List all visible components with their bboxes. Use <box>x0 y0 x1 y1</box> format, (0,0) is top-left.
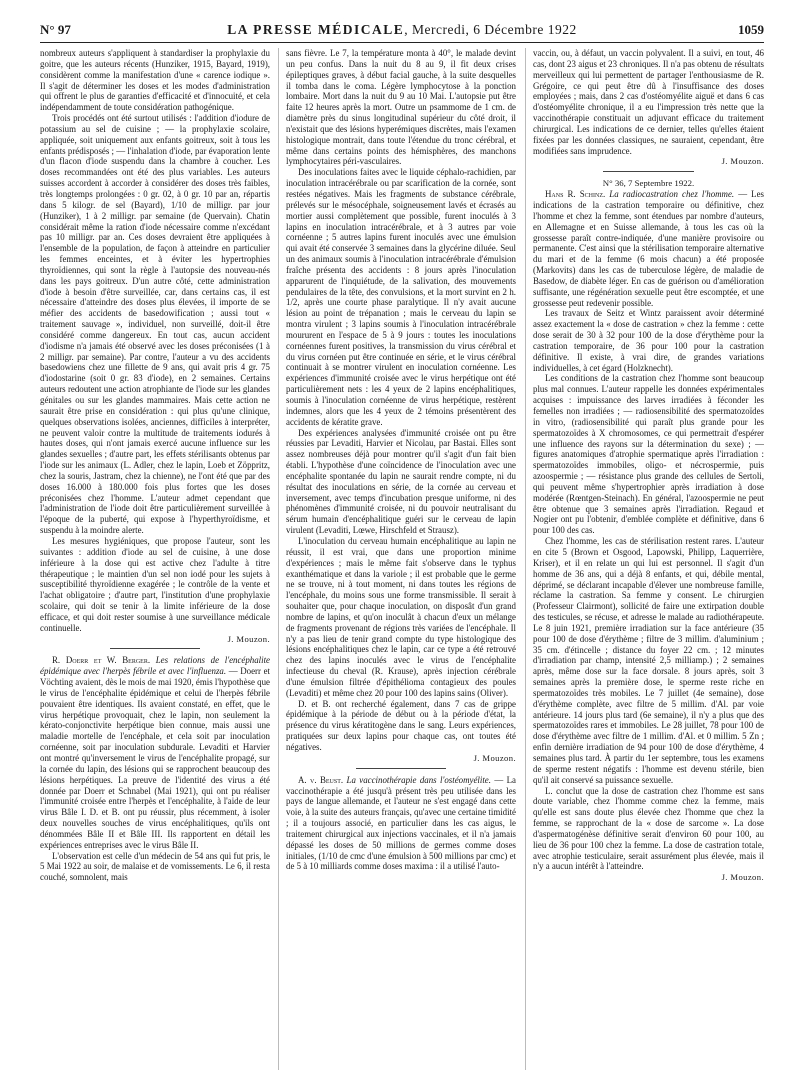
journal-name: LA PRESSE MÉDICALE <box>227 22 405 37</box>
column-1 <box>40 48 270 1070</box>
journal-title <box>40 22 764 38</box>
issue-date: , Mercredi, 6 Décembre 1922 <box>404 22 577 37</box>
paragraph: Chez l'homme, les cas de stérilisation restent rares. L'auteur en cite 5 (Brown et Osgood, Lapowski, Philipp, Laquerrière, Kriser), et il en relate un qui lui est personnel. Il s'agit d'un homme de 36 ans, qui a déjà 8 enfants, et qui, débile mental, déprimé, se déclarant incapable d'élever une nombreuse famille, réclame la castration. Sa femme y consent. Le chirurgien (Professeur Clairmont), sollicité de faire une extirpation double des testicules, se récuse, et adresse le malade au radiothérapeute. Le 8 juin 1921, première irradiation sur la face antérieure (35 pour 100 de dose d'érythème ; filtre de 3 millim. d'aluminium ; 35 cm. d'étincelle ; distance du foyer 22 cm. ; 12 minutes d'irradiation par champ, intensité 2,5 milliamp.) ; 2 semaines après, même dose sur la face dorsale. 8 jours après, soit 3 semaines après la première dose, le sperme reste riche en spermatozoïdes très mobiles. Le 7 juillet (4e semaine), dose d'érythème complète, avec filtre de 5 millim. d'Al. par voie antérieure. 14 jours plus tard (6e semaine), il n'y a plus que des spermatozoïdes rares et immobiles. Le 28 juillet, 78 pour 100 de dose d'érythème avec filtre de 1 millim. d'Al. et 0 millim. 5 Zn ; enfin dernière irradiation de 94 pour 100 de dose d'érythème, 4 semaines plus tard. À partir du 1er septembre, tous les examens de sperme restent négatifs : l'homme est devenu stérile, bien qu'il ait conservé sa puissance sexuelle. <box>533 536 764 785</box>
issue-number: N° 97 <box>40 22 71 37</box>
article-author: R. Doerr et W. Berger. <box>52 655 151 666</box>
paragraph: Trois procédés ont été surtout utilisés : l'addition d'iodure de potassium au sel de cuisine ; — la prophylaxie scolaire, appliquée, soit uniquement aux enfants goitreux, soit à tous les enfants prédisposés ; — l'inhalation d'iode, par évaporation lente d'un flacon d'iode suspendu dans la chambre à coucher. Les doses recommandées ont été des plus variables. Les auteurs suisses accordent à accorder à considérer des doses très faibles, très longtemps prolongées : 0 gr. 02, à 0 gr. 10 par an, répartis dans 5 kilogr. de sel (Bayard), 1/10 de milligr. par jour (Hunziker), 1 à 2 milligr. par semaine (de Quervain). Chatin considérait même la ration d'iode nécessaire comme n'excédant pas 10 milligr. par an. Ces doses devraient être appliquées à l'ensemble de la population, de façon à atteindre en particulier les femmes enceintes, et à éviter les hypertrophies thyroïdiennes, qui sont la règle à l'autopsie des nouveau-nés dans les pays goitreux. D'un autre côté, cette administration d'iode à besoin d'être surveillée, car, dans certains cas, il est nécessaire d'atteindre des doses plus élevées, il importe de se méfier des accidents de basedowification ; aussi tout « traitement sauvage », individuel, non surveillé, doit-il être considéré comme dangereux. En tout cas, aucun accident d'iodisme n'a jamais été observé avec les doses préconisées (1 à 2 milligr. par semaine). Par contre, l'auteur a vu des accidents basedowiens chez une fillette de 9 ans, qui avait pris 4 gr. 75 d'iodostarine (soit 0 gr. 83 d'iode), en 2 semaines. Certains auteurs redoutent une action atrophiante de l'iode sur les glandes génitales ou sur les glandes mammaires. Mais cette action ne saurait être prise en considération : qui plus qu'une clinique, quelques observations isolées, anciennes, difficiles à interpréter, ne peuvent valoir contre la multitude de traitements iodurés à hautes doses, qui n'ont jamais exercé aucune influence sur les glandes sexuelles ; d'autre part, les effets stérilisants obtenus par l'iode sur les animaux (L. Adler, chez le lapin, Loeb et Zöppritz, chez la souris, Jastram, chez la chienne), ne l'ont été que par des doses 16.000 à 180.000 fois plus fortes que les doses préconisées chez l'homme. L'auteur admet cependant que l'administration de l'iode doit être particulièrement surveillée à l'époque de la puberté, qui expose à l'hyperthyroïdisme, et suspendu à la moindre alerte. <box>40 113 270 536</box>
paragraph: Les travaux de Seitz et Wintz paraissent avoir déterminé assez exactement la « dose de castration » chez la femme : cette dose serait de 30 à 32 pour 100 de la dose d'érythème pour la castration temporaire, de 36 pour 100 pour la castration définitive. Il existe, à vrai dire, de grandes variations individuelles, à cet égard (Holzknecht). <box>533 308 764 373</box>
article-separator <box>110 648 200 649</box>
article-title: La vaccinothérapie dans l'ostéomyélite. <box>346 774 491 785</box>
signature: J. Mouzon. <box>227 633 270 644</box>
column-divider <box>278 48 279 1070</box>
issue-heading: N° 36, 7 Septembre 1922. <box>602 178 695 189</box>
paragraph: Des inoculations faites avec le liquide céphalo-rachidien, par inoculation intracérébrale ou par scarification de la cornée, sont restées négatives. Mais les fragments de substance cérébrale, prélevés sur le mésocéphale, soigneusement lavés et écrasés au mortier aussi complètement que possible, furent inoculés à 3 lapins en inoculation intracérébrale, et à 3 autres par voie cornéenne ; 5 autres lapins furent inoculés avec une émulsion qui avait été conservée 3 semaines dans la glycérine diluée. Seul un des animaux soumis à l'inoculation intracérébrale d'émulsion fraîche présenta des accidents : 8 jours après l'inoculation apparurent de l'inquiétude, de la salivation, des mouvements pendulaires de la tête, des convulsions, et la mort survint en 2 h. 1/2, après une courte phase paralytique. Il n'y avait aucune lésion au point de trépanation ; mais le cerveau du lapin se montra virulent ; 3 lapins soumis à l'inoculation intracérébrale moururent en l'espace de 5 à 9 jours : toutes les inoculations cornéennes furent positives, la transmission du virus cérébral et du virus cornéen put être continuée en série, et le virus cérébral continuait à se montrer virulent en inoculation cornéenne. Les expériences d'immunité croisée avec le virus herpétique ont été particulièrement nets : les 4 yeux de 2 lapins encéphalitiques, soumis à l'inoculation cornéenne de virus herpétique, restèrent indemnes, alors que les 4 yeux de 2 témoins présentèrent des accidents de kératite grave. <box>286 167 516 427</box>
signature: J. Mouzon. <box>721 872 764 883</box>
page-header <box>40 20 764 43</box>
column-divider <box>525 48 526 1070</box>
article-body: — Doerr et Vöchting avaient, dès le mois de mai 1920, émis l'hypothèse que le virus de l'encéphalite épidémique et celui de l'herpès fébrile pouvaient être identiques. Ils avaient constaté, en effet, que le virus herpétique provoquait, chez le lapin, non seulement la kérato-conjonctivite herpétique bien connue, mais aussi une maladie mortelle de l'encéphale, et cela soit par inoculation cornéenne, soit par inoculation subdurale. Levaditi et Harvier ont montré qu'inversement le virus de l'encéphalite propagé, sur la cornée du lapin, des lésions qui se rapprochent beaucoup des lésions herpétiques. La preuve de l'identité des virus a été donnée par Doerr et Schnabel (Mai 1921), qui ont pu réaliser l'immunité croisée entre l'herpès et l'encéphalite, à l'aide de leur virus Bâle I. D. et B. ont pu réussir, plus récemment, à isoler deux nouvelles souches de virus encéphalitiques, qu'ils ont dénommées Bâle II et Bâle III. Ils rapportent en détail les expériences entreprises avec le virus Bâle II. <box>40 666 270 850</box>
signature: J. Mouzon. <box>473 752 516 763</box>
article-osteomyelite <box>286 775 516 873</box>
article-separator <box>603 171 694 172</box>
paragraph: vaccin, ou, à défaut, un vaccin polyvalent. Il a suivi, en tout, 46 cas, dont 23 aigus et 23 chroniques. Il n'a pas obtenu de résultats merveilleux qui lui permettent de partager l'enthousiasme de R. Grégoire, ce qui peut être dû à l'insuffisance des doses employées ; mais, dans 2 cas d'ostéomyélite aiguë et dans 6 cas d'ostéomyélite chronique, il a eu l'impression très nette que la vaccinothérapie constituait un adjuvant efficace du traitement chirurgical. Les indications de ce dernier, telles qu'elles étaient fixées par les données classiques, ne sauraient, cependant, être modifiées sans imprudence. <box>533 48 764 156</box>
paragraph: Des expériences analysées d'immunité croisée ont pu être réussies par Levaditi, Harvier et Nicolau, par Bastai. Elles sont assez nombreuses déjà pour montrer qu'il s'agit d'un fait bien établi. L'hypothèse d'une coïncidence de l'inoculation avec une encéphalite spontanée du lapin ne saurait rendre compte, ni du résultat des inoculations en série, de la cornée au cerveau et inversement, avec temps d'incubation presque uniforme, ni des phénomènes d'immunité croisée, ni du pouvoir neutralisant du sérum humain d'encéphalitique guéri sur le cerveau de lapin virulent (Levaditi, Lœwe, Hirschfeld et Strausz). <box>286 427 516 536</box>
paragraph: L. conclut que la dose de castration chez l'homme est sans doute variable, chez l'homme comme chez la femme, mais qu'elle est sans doute plus élevée chez l'homme que chez la femme, se rapprochant de la « dose de sarcome ». La dose d'aspermatogénèse définitive serait d'environ 60 pour 100, au lieu de 36 pour 100 chez la femme. La dose de castration totale, avec atrophie testiculaire, serait assurément plus élevée, mais il n'y a aucun intérêt à l'atteindre. <box>533 785 764 872</box>
column-3 <box>533 48 764 1070</box>
paragraph: Les mesures hygiéniques, que propose l'auteur, sont les suivantes : addition d'iode au sel de cuisine, à une dose inférieure à la dose qui est active chez l'adulte à titre thérapeutique ; le maintien d'un sel non iodé pour les sujets à susceptibilité thyroïdienne exagérée ; le contrôle de la vente et l'achat obligatoire ; d'autre part, l'institution d'une prophylaxie scolaire, qui doit se tenir à la limite inférieure de la dose efficace, et qui doit rester soumise à une surveillance médicale continuelle. <box>40 535 270 633</box>
paragraph: L'observation est celle d'un médecin de 54 ans qui fut pris, le 5 Mai 1922 au soir, de malaise et de vomissements. Le 6, il resta couché, somnolent, mais <box>40 850 270 883</box>
article-author: A. v. Beust. <box>298 774 344 785</box>
article-title: La radiocastration chez l'homme. <box>609 189 735 200</box>
paragraph: Les conditions de la castration chez l'homme sont beaucoup plus mal connues. L'auteur rappelle les données expérimentales acquises : impuissance des larves irradiées à féconder les femelles non irradiées ; — radiosensibilité des spermatozoïdes in vitro, (radiosensibilité qui paraît plus grande pour les spermatozoïdes à X chromosomes, ce qui permettrait d'espérer une influence des rayons sur la détermination du sexe) ; — figures anatomiques d'atrophie spermatique après l'irradiation : spermatozoïdes immobiles, oligo- et nécrospermie, puis azoospermie ; — résistance plus grande des cellules de Sertoli, qui peuvent même s'hypertrophier après irradiation à dose modérée (Rœntgen-Steinach). En général, l'azoospermie ne peut être obtenue que 3 semaines après l'irradiation. Regaud et Nogier ont pu l'obtenir, d'emblée complète et définitive, dans 6 pour 100 des cas. <box>533 373 764 536</box>
article-title: Les relations de l'encéphalite épidémique avec l'herpès fébrile et avec l'influenza. <box>40 655 270 677</box>
article-body: — La vaccinothérapie a été jusqu'à présent très peu utilisée dans les pays de langue allemande, et l'auteur ne s'est engagé dans cette voie, à la suite des auteurs français, qu'avec une certaine timidité ; il a toujours associé, en particulier dans les cas aigus, le traitement chirurgical aux injections vaccinales, et il n'a jamais dépassé les doses de 50 millions de germes comme doses initiales, (1/10 de cmc d'une émulsion à 500 millions par cmc) et de 5 à 10 milliards comme doses maxima : il a utilisé l'auto- <box>286 774 516 872</box>
signature: J. Mouzon. <box>721 156 764 167</box>
paragraph: D. et B. ont recherché également, dans 7 cas de grippe épidémique à la période de début ou à la période d'état, la présence du virus kératitogène dans le sang. Leurs expériences, pratiquées sur deux lapins pour chaque cas, ont toutes été négatives. <box>286 698 516 752</box>
paragraph: nombreux auteurs s'appliquent à standardiser la prophylaxie du goitre, que les auteurs récents (Hunziker, 1915, Bayard, 1919), considèrent comme la manifestation d'une « carence iodique ». Il s'agit de déterminer les doses et les modes d'administration qui offrent le plus de garanties d'efficacité et d'innocuité, et cela indépendamment de toute considération pathogénique. <box>40 48 270 113</box>
paragraph: sans fièvre. Le 7, la température monta à 40°, le malade devint un peu confus. Dans la nuit du 8 au 9, il fit deux crises épileptiques graves, à début facial gauche, à la suite desquelles il tomba dans le coma. Légère lymphocytose à la ponction lombaire. Mort dans la nuit du 9 au 10 Mai. L'autopsie put être faite 12 heures après la mort. Outre un psammome de 1 cm. de diamètre près du sinus longitudinal supérieur du côté droit, il n'existait que des lésions hyperémiques discrètes, mais l'examen histologique montrait, dans toute l'étendue du tronc cérébral, et même dans certains points des hémisphères, des manchons lymphocytaires péri-vasculaires. <box>286 48 516 167</box>
article-encephalite <box>40 655 270 850</box>
column-2 <box>286 48 516 1070</box>
article-radiocastration <box>533 189 764 308</box>
article-separator <box>356 768 446 769</box>
page-number: 1059 <box>738 22 764 37</box>
paragraph: L'inoculation du cerveau humain encéphalitique au lapin ne réussit, il est vrai, que dans une proportion minime d'expériences ; mais le même fait s'observe dans le typhus exanthématique et dans la variole ; il est probable que le germe ne se trouve, ni à tout moment, ni dans toutes les régions de l'encéphale, du moins sous une forme transmissible. Il serait à souhaiter que, pour chaque inoculation, on disposât d'un grand nombre de lapins, et qu'on inoculât à chacun d'eux un mélange de fragments provenant de régions très variées de l'encéphale. Il n'y a pas lieu de tenir grand compte du type histologique des lésions encéphalitiques chez le lapin, car ce type a été retrouvé chez des lapins inoculés avec le virus de l'encéphalite infectieuse du cheval (R. Krause), après injection cérébrale d'une émulsion filtrée d'épithélioma contagieux des poules (Levaditi) et même chez 20 pour 100 des lapins sains (Oliver). <box>286 535 516 698</box>
article-author: Hans R. Schinz. <box>545 189 606 200</box>
article-body: — Les indications de la castration temporaire ou définitive, chez l'homme et chez la femme, sont étendues par nombre d'auteurs, en Allemagne et en Suisse allemande, à tous les cas où la grossesse paraît contre-indiquée, d'une manière provisoire ou permanente. C'est ainsi que la stérilisation temporaire alternative du mari et de la femme (6 mois chacun) a été proposée (Markovits) dans les cas de tuberculose légère, de maladie de Basedow, de diabète léger. En cas de guérison ou d'amélioration suffisante, une régénération sexuelle peut être escomptée, et une grossesse peut redevenir possible. <box>533 189 764 308</box>
article-columns <box>40 48 764 1070</box>
